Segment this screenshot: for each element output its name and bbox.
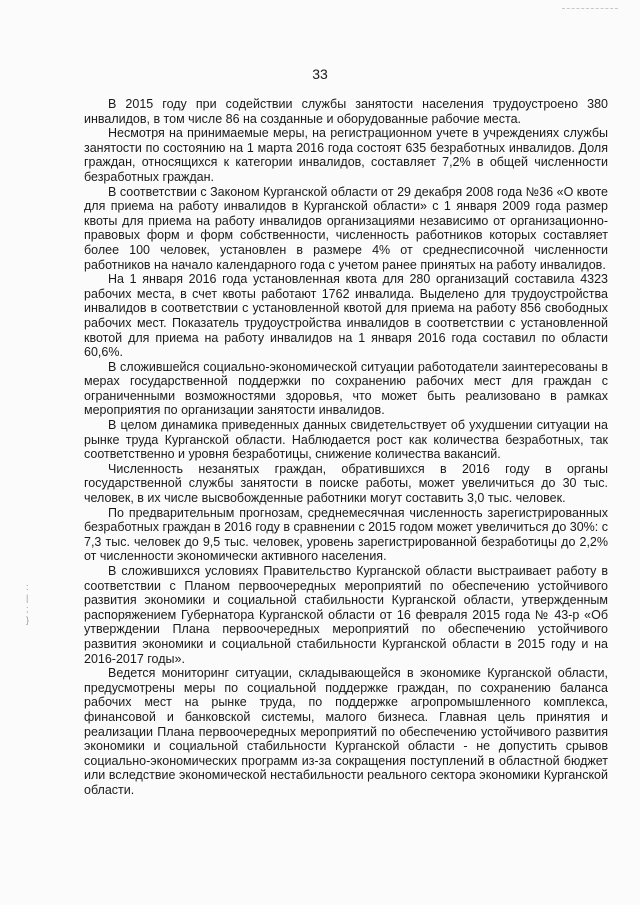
- paragraph: Численность незанятых граждан, обратившихся в 2016 году в органы государственной службы занятости в поиске работы, может увеличиться до 30 тыс. человек, в их числе высвобожденные работники могут составить 3,0 тыс. человек.: [84, 461, 608, 506]
- paragraph: В соответствии с Законом Курганской области от 29 декабря 2008 года №36 «О квоте для приема на работу инвалидов в Курганской области» с 1 января 2009 года размер квоты для приема на работу инвалидов организациями независимо от организационно-правовых форм и форм собственности, численность работников которых составляет более 100 человек, установлен в размере 4% от среднесписочной численности работников на начало календарного года с учетом ранее принятых на работу инвалидов.: [84, 184, 608, 272]
- paragraph: В сложившейся социально-экономической ситуации работодатели заинтересованы в мерах государственной поддержки по сохранению рабочих мест для граждан с ограниченными возможностями здоровья, что может быть реализовано в рамках мероприятия по организации занятости инвалидов.: [84, 359, 608, 418]
- document-body: [84, 97, 608, 798]
- paragraph: На 1 января 2016 года установленная квота для 280 организаций составила 4323 рабочих места, в счет квоты работают 1762 инвалида. Выделено для трудоустройства инвалидов в соответствии с установленной квотой для приема на работу 856 свободных рабочих мест. Показатель трудоустройства инвалидов в соответствии с установленной квотой для приема на работу инвалидов на 1 января 2016 года составил по области 60,6%.: [84, 272, 608, 360]
- scan-corner-mark: [562, 8, 618, 9]
- paragraph: Ведется мониторинг ситуации, складывающейся в экономике Курганской области, предусмотрены меры по социальной поддержке граждан, по сохранению баланса рабочих мест на рынке труда, по поддержке агропромышленного комплекса, финансовой и банковской системы, малого бизнеса. Главная цель принятия и реализации Плана первоочередных мероприятий по обеспечению устойчивого развития экономики и социальной стабильности Курганской области - не допустить срывов социально-экономических программ из-за сокращения поступлений в областной бюджет или вследствие экономической нестабильности реального сектора экономики Курганской области.: [84, 666, 608, 797]
- paragraph: В целом динамика приведенных данных свидетельствует об ухудшении ситуации на рынке труда Курганской области. Наблюдается рост как количества безработных, так соответственно и уровня безработицы, снижение количества вакансий.: [84, 418, 608, 462]
- paragraph: По предварительным прогнозам, среднемесячная численность зарегистрированных безработных граждан в 2016 году в сравнении с 2015 годом может увеличиться до 30%: с 7,3 тыс. человек до 9,5 тыс. человек, уровень зарегистрированной безработицы до 2,2% от численности экономически активного населения.: [84, 505, 608, 564]
- paragraph: В сложившихся условиях Правительство Курганской области выстраивает работу в соответствии с Планом первоочередных мероприятий по обеспечению устойчивого развития экономики и социальной стабильности Курганской области, утвержденным распоряжением Губернатора Курганской области от 16 февраля 2015 года № 43-р «Об утверждении Плана первоочередных мероприятий по обеспечению устойчивого развития экономики и социальной стабильности Курганской области в 2015 году и на 2016-2017 годы».: [84, 564, 608, 666]
- paragraph: В 2015 году при содействии службы занятости населения трудоустроено 380 инвалидов, в том числе 86 на созданные и оборудованные рабочие места.: [84, 97, 608, 126]
- paragraph: Несмотря на принимаемые меры, на регистрационном учете в учреждениях службы занятости по состоянию на 1 марта 2016 года состоят 635 безработных инвалидов. Доля граждан, относящихся к категории инвалидов, составляет 7,2% в общей численности безработных граждан.: [84, 126, 608, 184]
- scan-margin-mark: : | ; }: [26, 582, 30, 625]
- page-number: 33: [312, 66, 328, 82]
